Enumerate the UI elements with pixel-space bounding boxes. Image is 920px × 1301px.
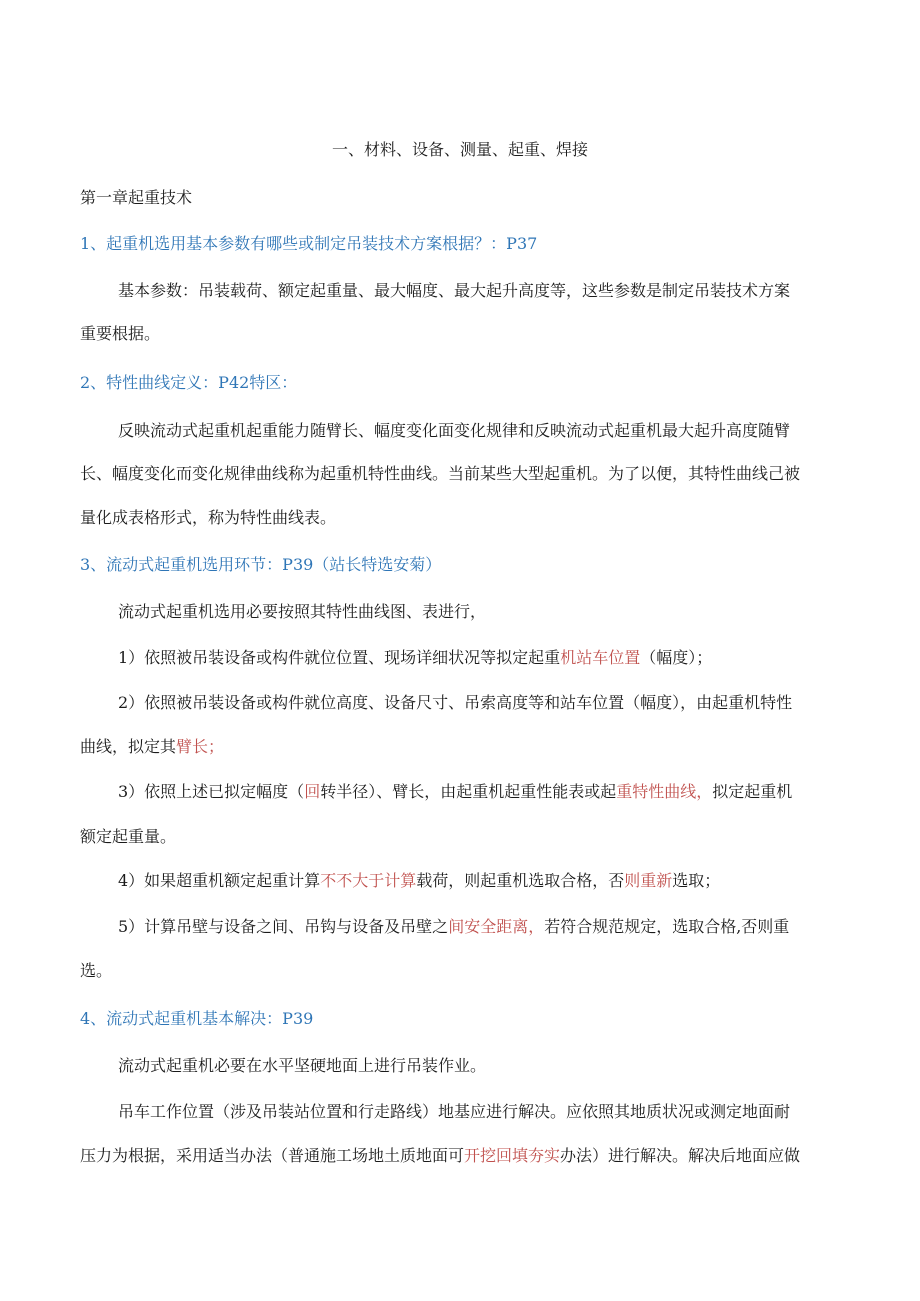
step-5-line-1 (118, 916, 789, 938)
step-1-text: 1）依照被吊装设备或构件就位位置、现场详细状况等拟定起重 (118, 648, 561, 667)
section-1-heading: 1、起重机选用基本参数有哪些或制定吊装技术方案根据？：P37 (80, 234, 538, 253)
section-4-text-b: 办法）进行解决。解决后地面应做 (560, 1146, 801, 1165)
step-5-line-2: 选。 (80, 961, 113, 980)
step-2-line-2 (80, 736, 224, 758)
step-1 (118, 647, 712, 669)
step-1-highlight: 机站车位置 (560, 648, 641, 667)
section-1-body-line-2: 重要根据。 (80, 324, 161, 343)
step-2-line-1: 2）依照被吊装设备或构件就位高度、设备尺寸、吊索高度等和站车位置（幅度），由起重机特性 (118, 693, 793, 712)
step-3-text-b: 转半径）、臂长，由起重机起重性能表或起 (320, 782, 617, 801)
step-3-line-1 (118, 781, 792, 803)
step-2-highlight: 臂长； (176, 737, 225, 756)
step-3-line-2: 额定起重量。 (80, 827, 177, 846)
step-4-text-c: 选取； (672, 871, 721, 890)
step-4-highlight-a: 不不大于计算 (320, 871, 417, 890)
document-title: 一、材料、设备、测量、起重、焊接 (331, 140, 588, 159)
step-4-text-b: 载荷，则起重机选取合格，否 (416, 871, 625, 890)
step-4-text-a: 4）如果超重机额定起重计算 (118, 871, 321, 890)
section-4-highlight: 开挖回填夯实 (464, 1146, 561, 1165)
step-1-tail: （幅度）； (640, 648, 713, 667)
step-3-highlight-b: 重特性曲线， (616, 782, 713, 801)
step-3-highlight-a: 回 (304, 782, 321, 801)
section-4-heading: 4、流动式起重机基本解决：P39 (80, 1009, 314, 1028)
step-3-text-a: 3）依照上述已拟定幅度（ (118, 782, 305, 801)
step-5-highlight: 间安全距离， (448, 917, 545, 936)
step-5-text-a: 5）计算吊壁与设备之间、吊钩与设备及吊壁之 (118, 917, 449, 936)
section-2-body-line-3: 量化成表格形式，称为特性曲线表。 (80, 508, 337, 527)
section-4-text-a: 压力为根据，采用适当办法（普通施工场地土质地面可 (80, 1146, 465, 1165)
section-2-body-line-2: 长、幅度变化而变化规律曲线称为起重机特性曲线。当前某些大型起重机。为了以便，其特性曲线己被 (80, 464, 801, 483)
step-3-text-c: 拟定起重机 (712, 782, 793, 801)
section-3-heading: 3、流动式起重机选用环节：P39（站长特选安菊） (80, 555, 442, 574)
chapter-heading: 第一章起重技术 (80, 188, 193, 207)
section-4-body-line-3 (80, 1145, 800, 1167)
section-3-intro: 流动式起重机选用必要按照其特性曲线图、表进行， (118, 602, 487, 621)
step-4-highlight-b: 则重新 (624, 871, 673, 890)
step-2-text: 曲线，拟定其 (80, 737, 177, 756)
section-2-heading: 2、特性曲线定义：P42特区： (80, 373, 298, 392)
section-4-body-line-2: 吊车工作位置（涉及吊装站位置和行走路线）地基应进行解决。应依照其地质状况或测定地面耐 (118, 1102, 791, 1121)
section-1-body-line-1: 基本参数：吊装载荷、额定起重量、最大幅度、最大起升高度等，这些参数是制定吊装技术方案 (118, 281, 791, 300)
step-4 (118, 870, 720, 892)
section-2-body-line-1: 反映流动式起重机起重能力随臂长、幅度变化面变化规律和反映流动式起重机最大起升高度随臂 (118, 421, 791, 440)
section-4-body-line-1: 流动式起重机必要在水平坚硬地面上进行吊装作业。 (118, 1056, 487, 1075)
step-5-text-b: 若符合规范规定，选取合格,否则重 (544, 917, 790, 936)
